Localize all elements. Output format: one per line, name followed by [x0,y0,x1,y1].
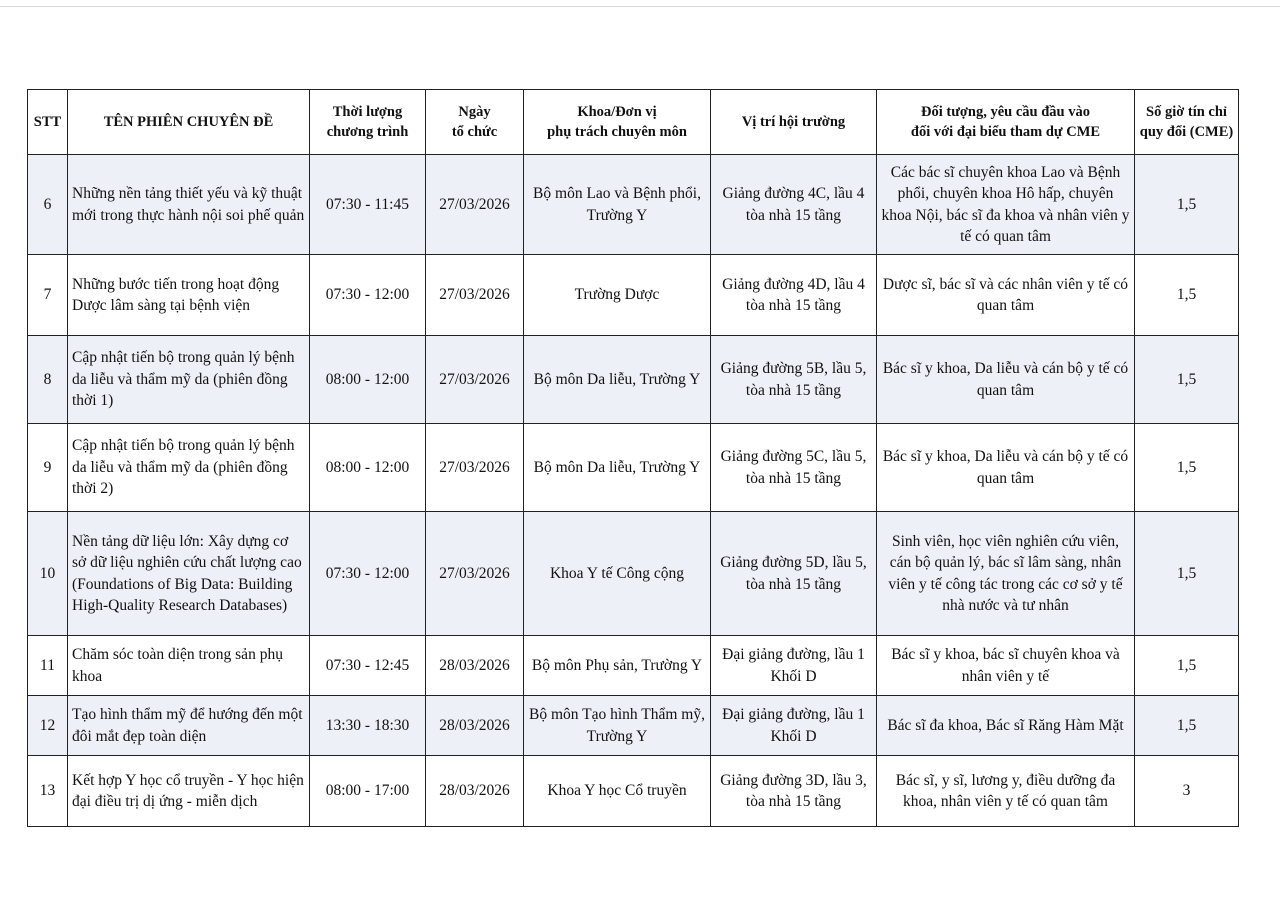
cell-time: 08:00 - 12:00 [310,424,426,512]
header-credits-line1: Số giờ tín chỉ [1146,104,1227,120]
cell-unit: Bộ môn Da liễu, Trường Y [524,336,711,424]
scan-edge-line [0,6,1280,7]
cell-unit: Khoa Y học Cổ truyền [524,756,711,827]
header-stt-label: STT [33,114,62,130]
cell-time: 08:00 - 17:00 [310,756,426,827]
table-row [28,255,1239,336]
cell-date: 28/03/2026 [426,696,524,756]
header-date-line2: tổ chức [451,124,498,140]
header-unit [524,90,711,155]
cell-unit: Khoa Y tế Công cộng [524,512,711,636]
cme-schedule-table [27,89,1239,827]
table-row [28,336,1239,424]
cell-unit: Trường Dược [524,255,711,336]
header-title [68,90,310,155]
cell-date: 28/03/2026 [426,636,524,696]
cell-credits: 1,5 [1135,155,1239,255]
header-audience-line1: Đối tượng, yêu cầu đầu vào [920,104,1090,120]
cell-time: 07:30 - 11:45 [310,155,426,255]
cell-title: Nền tảng dữ liệu lớn: Xây dựng cơ sở dữ liệu nghiên cứu chất lượng cao (Foundations of Big Data: Building High-Quality Research Databases) [68,512,310,636]
cell-credits: 1,5 [1135,424,1239,512]
cell-location: Giảng đường 4C, lầu 4 tòa nhà 15 tầng [711,155,877,255]
cell-location: Giảng đường 5C, lầu 5, tòa nhà 15 tầng [711,424,877,512]
cell-time: 07:30 - 12:00 [310,512,426,636]
cell-credits: 1,5 [1135,512,1239,636]
table-row [28,155,1239,255]
cell-time: 07:30 - 12:00 [310,255,426,336]
cell-time: 13:30 - 18:30 [310,696,426,756]
cell-audience: Bác sĩ đa khoa, Bác sĩ Răng Hàm Mặt [877,696,1135,756]
cell-audience: Bác sĩ y khoa, Da liễu và cán bộ y tế có quan tâm [877,336,1135,424]
cell-unit: Bộ môn Tạo hình Thẩm mỹ, Trường Y [524,696,711,756]
header-location-label: Vị trí hội trường [741,114,846,130]
cell-stt: 12 [28,696,68,756]
header-credits-line2: quy đổi (CME) [1139,124,1234,140]
cell-location: Giảng đường 4D, lầu 4 tòa nhà 15 tầng [711,255,877,336]
header-duration-line1: Thời lượng [332,104,403,120]
cell-title: Những nền tảng thiết yếu và kỹ thuật mới trong thực hành nội soi phế quản [68,155,310,255]
cell-title: Kết hợp Y học cổ truyền - Y học hiện đại điều trị dị ứng - miễn dịch [68,756,310,827]
header-location [711,90,877,155]
cell-audience: Các bác sĩ chuyên khoa Lao và Bệnh phổi, chuyên khoa Hô hấp, chuyên khoa Nội, bác sĩ đa khoa và nhân viên y tế có quan tâm [877,155,1135,255]
header-unit-line1: Khoa/Đơn vị [577,104,657,120]
cell-title: Những bước tiến trong hoạt động Dược lâm sàng tại bệnh viện [68,255,310,336]
cell-stt: 10 [28,512,68,636]
cell-location: Đại giảng đường, lầu 1 Khối D [711,636,877,696]
cell-date: 27/03/2026 [426,424,524,512]
cell-stt: 9 [28,424,68,512]
cell-credits: 1,5 [1135,636,1239,696]
cell-date: 28/03/2026 [426,756,524,827]
cell-credits: 1,5 [1135,696,1239,756]
header-stt [28,90,68,155]
cell-date: 27/03/2026 [426,155,524,255]
cell-stt: 11 [28,636,68,696]
cell-time: 07:30 - 12:45 [310,636,426,696]
header-duration [310,90,426,155]
header-audience-line2: đối với đại biểu tham dự CME [910,124,1101,140]
cell-location: Giảng đường 3D, lầu 3, tòa nhà 15 tầng [711,756,877,827]
cell-location: Giảng đường 5B, lầu 5, tòa nhà 15 tầng [711,336,877,424]
cell-unit: Bộ môn Da liễu, Trường Y [524,424,711,512]
header-title-label: TÊN PHIÊN CHUYÊN ĐỀ [103,114,274,130]
cell-title: Cập nhật tiến bộ trong quản lý bệnh da liễu và thẩm mỹ da (phiên đồng thời 1) [68,336,310,424]
table-row [28,512,1239,636]
cell-stt: 7 [28,255,68,336]
cell-stt: 8 [28,336,68,424]
cell-audience: Bác sĩ y khoa, bác sĩ chuyên khoa và nhân viên y tế [877,636,1135,696]
cell-date: 27/03/2026 [426,255,524,336]
table-row [28,424,1239,512]
cell-date: 27/03/2026 [426,512,524,636]
cell-location: Giảng đường 5D, lầu 5, tòa nhà 15 tầng [711,512,877,636]
cell-credits: 3 [1135,756,1239,827]
header-date-line1: Ngày [458,104,491,120]
table-row [28,696,1239,756]
header-credits [1135,90,1239,155]
cell-date: 27/03/2026 [426,336,524,424]
table-row [28,636,1239,696]
cell-time: 08:00 - 12:00 [310,336,426,424]
cell-credits: 1,5 [1135,336,1239,424]
header-unit-line2: phụ trách chuyên môn [547,124,687,140]
cell-stt: 6 [28,155,68,255]
cell-location: Đại giảng đường, lầu 1 Khối D [711,696,877,756]
header-duration-line2: chương trình [326,124,409,140]
header-date [426,90,524,155]
cell-audience: Dược sĩ, bác sĩ và các nhân viên y tế có quan tâm [877,255,1135,336]
cell-title: Tạo hình thẩm mỹ để hướng đến một đôi mắt đẹp toàn diện [68,696,310,756]
cell-unit: Bộ môn Lao và Bệnh phổi, Trường Y [524,155,711,255]
cell-audience: Bác sĩ, y sĩ, lương y, điều dưỡng đa khoa, nhân viên y tế có quan tâm [877,756,1135,827]
header-audience [877,90,1135,155]
cell-audience: Bác sĩ y khoa, Da liễu và cán bộ y tế có quan tâm [877,424,1135,512]
cell-credits: 1,5 [1135,255,1239,336]
table-row [28,756,1239,827]
cell-title: Cập nhật tiến bộ trong quản lý bệnh da liễu và thẩm mỹ da (phiên đồng thời 2) [68,424,310,512]
cell-stt: 13 [28,756,68,827]
cell-unit: Bộ môn Phụ sản, Trường Y [524,636,711,696]
cell-title: Chăm sóc toàn diện trong sản phụ khoa [68,636,310,696]
cell-audience: Sinh viên, học viên nghiên cứu viên, cán bộ quản lý, bác sĩ lâm sàng, nhân viên y tế công tác trong các cơ sở y tế nhà nước và tư nhân [877,512,1135,636]
header-row [28,90,1239,155]
